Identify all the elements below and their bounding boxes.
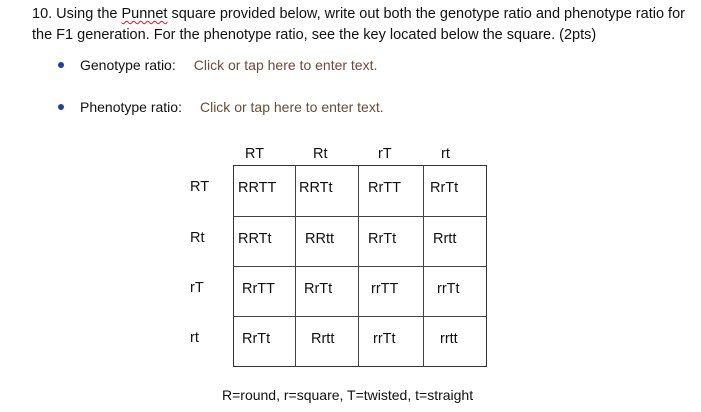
punnett-cell: rrTt [373,331,396,347]
column-header: RT [245,146,265,162]
punnett-cell: rrTt [437,281,460,297]
row-header: RT [190,179,210,195]
row-header: rt [190,330,199,346]
punnett-cell: RrTt [304,281,333,297]
column-header: rT [378,146,392,162]
bullet-icon [58,104,64,110]
question-text [32,4,687,46]
column-header: Rt [313,146,328,162]
phenotype-answer-row [58,99,384,115]
phenotype-label: Phenotype ratio: [80,99,182,115]
punnett-cell: RrTt [368,231,397,247]
punnett-cell: rrtt [440,331,458,347]
genotype-input-field[interactable]: Click or tap here to enter text. [193,57,378,73]
phenotype-key: R=round, r=square, T=twisted, t=straight [222,387,474,403]
punnett-cell: RrTT [368,180,402,196]
punnett-cell: Rrtt [433,231,457,247]
punnett-cell: Rrtt [311,331,335,347]
column-header: rt [441,146,450,162]
row-header: rT [190,280,204,296]
punnett-cell: RRTt [299,180,333,196]
grid-line [234,216,486,217]
punnett-square [233,165,487,367]
punnett-cell: rrTT [371,281,399,297]
bullet-icon [58,62,64,68]
punnett-cell: RRTT [238,180,277,196]
punnett-cell: RrTt [242,331,271,347]
punnett-cell: RRTt [238,231,272,247]
grid-line [234,266,486,267]
punnett-cell: RrTt [430,180,459,196]
genotype-label: Genotype ratio: [80,57,176,73]
spellcheck-word: Punnet [121,6,168,22]
grid-line [234,316,486,317]
question-suffix: square provided below, write out both the genotype ratio and phenotype ratio for the F1 generation. For the phenotype ratio, see the key located below the square. (2pts) [32,6,685,43]
row-header: Rt [190,230,205,246]
phenotype-input-field[interactable]: Click or tap here to enter text. [199,99,384,115]
punnett-cell: RRtt [305,231,334,247]
question-prefix: 10. Using the [32,6,122,22]
punnett-cell: RrTT [242,281,276,297]
genotype-answer-row [58,57,377,73]
punnett-column-headers [233,146,487,164]
